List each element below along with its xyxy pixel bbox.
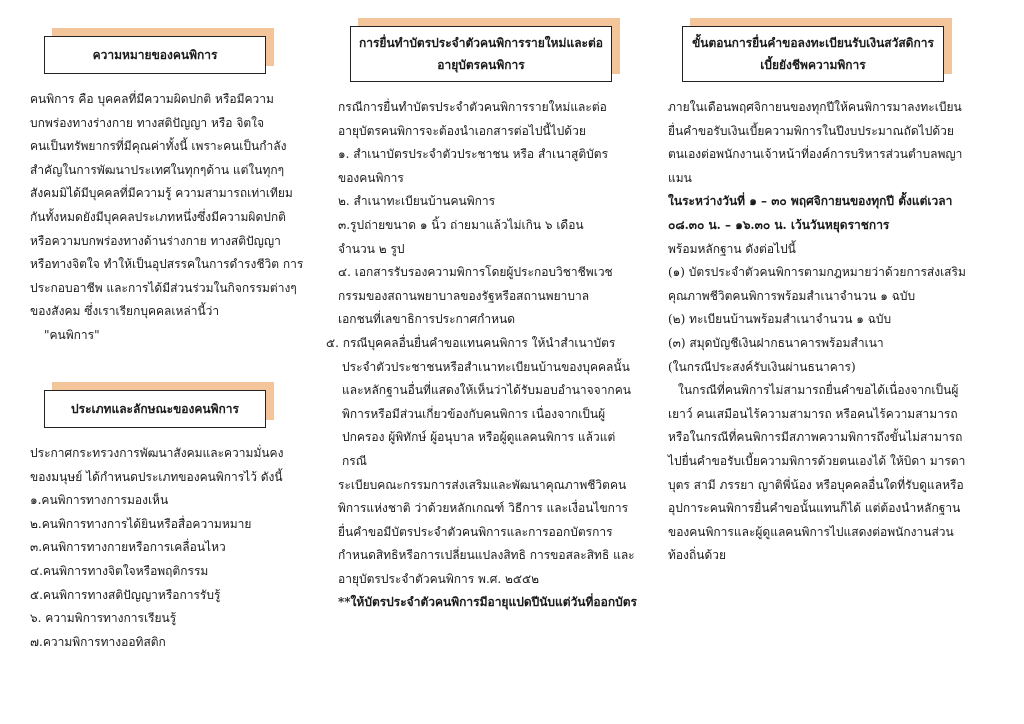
registration-period: ในระหว่างวันที่ ๑ – ๓๐ พฤศจิกายนของทุกปี ตั้งแต่เวลา ๐๘.๓๐ น. – ๑๖.๓๐ น. เว้นวันหยุดราชการ bbox=[668, 194, 953, 232]
evidence-item: (๓) สมุดบัญชีเงินฝากธนาคารพร้อมสำเนา bbox=[668, 335, 884, 350]
type-item: ๑.คนพิการทางการมองเห็น bbox=[30, 493, 169, 508]
type-item: ๔.คนพิการทางจิตใจหรือพฤติกรรม bbox=[30, 563, 209, 578]
requirement-line: ๑. สำเนาบัตรประจำตัวประชาชน หรือ สำเนาสูติบัตร bbox=[338, 147, 609, 162]
evidence-intro: พร้อมหลักฐาน ดังต่อไปนี้ bbox=[668, 241, 796, 256]
column-card-application bbox=[326, 0, 638, 724]
requirement-line: ๔. เอกสารรับรองความพิการโดยผู้ประกอบวิชาชีพเวช bbox=[338, 265, 613, 280]
type-item: ๗.ความพิการทางออทิสติก bbox=[30, 634, 166, 649]
heading-box-card bbox=[350, 26, 612, 82]
types-intro-line: ประกาศกระทรวงการพัฒนาสังคมและความมั่นคง bbox=[30, 446, 284, 460]
heading-box-types bbox=[44, 390, 266, 428]
definition-line: บกพร่องทางร่างกาย ทางสติปัญญา หรือ จิตใจ bbox=[30, 115, 265, 130]
definition-line: ของสังคม ซึ่งเราเรียกบุคคลเหล่านี้ว่า bbox=[30, 304, 220, 319]
requirement-line: ๒. สำเนาทะเบียนบ้านคนพิการ bbox=[338, 194, 496, 209]
regulation-text: ระเบียบคณะกรรมการส่งเสริมและพัฒนาคุณภาพชีวิตคนพิการแห่งชาติ ว่าด้วยหลักเกณฑ์ วิธีการ และเงื่อนไขการยื่นคำขอมีบัตรประจำตัวคนพิการและการออกบัตรการกำหนดสิทธิหรือการเปลี่ยนแปลงสิทธิ การขอสละสิทธิ และอายุบัตรประจำตัวคนพิการ พ.ศ. ๒๕๕๒ bbox=[338, 477, 635, 586]
evidence-item: (ในกรณีประสงค์รับเงินผ่านธนาคาร) bbox=[668, 359, 856, 374]
requirement-line: ของคนพิการ bbox=[338, 170, 404, 185]
proxy-application-text: ในกรณีที่คนพิการไม่สามารถยื่นคำขอได้เนื่องจากเป็นผู้เยาว์ คนเสมือนไร้ความสามารถ หรือคนไร้ความสามารถ หรือในกรณีที่คนพิการมีสภาพความพิการถึงขั้นไม่สามารถไปยื่นคำขอรับเบี้ยความพิการด้วยตนเองได้ ให้บิดา มารดา บุตร สามี ภรรยา ญาติพี่น้อง หรือบุคคลอื่นใดที่รับดูแลหรืออุปการะคนพิการยื่นคำขอนั้นแทนก็ได้ แต่ต้องนำหลักฐานของคนพิการและผู้ดูแลคนพิการไปแสดงต่อพนักงานส่วนท้องถิ่นด้วย bbox=[668, 383, 966, 563]
definition-line: กันทั้งหมดยังมีบุคคลประเภทหนึ่งซึ่งมีความผิดปกติ bbox=[30, 209, 286, 224]
card-validity-note: **ให้บัตรประจำตัวคนพิการมีอายุแปดปีนับแต่วันที่ออกบัตร bbox=[338, 595, 637, 610]
requirement-line: กรณีการยื่นทำบัตรประจำตัวคนพิการรายใหม่และต่อ bbox=[338, 100, 607, 114]
type-item: ๒.คนพิการทางการได้ยินหรือสื่อความหมาย bbox=[30, 516, 252, 531]
heading-box-meaning bbox=[44, 36, 266, 74]
definition-line: หรือทางจิตใจ ทำให้เป็นอุปสรรคในการดำรงชีวิต การ bbox=[30, 257, 304, 272]
heading-box-allowance bbox=[682, 26, 944, 82]
evidence-item: (๑) บัตรประจำตัวคนพิการตามกฎหมายว่าด้วยการส่งเสริมคุณภาพชีวิตคนพิการพร้อมสำเนาจำนวน ๑ ฉบับ bbox=[668, 265, 966, 303]
definition-line: สังคมมิได้มีบุคคลที่มีความรู้ ความสามารถเท่าเทียม bbox=[30, 186, 293, 201]
definition-text bbox=[30, 88, 320, 348]
type-item: ๓.คนพิการทางกายหรือการเคลื่อนไหว bbox=[30, 540, 226, 555]
type-item: ๖. ความพิการทางการเรียนรู้ bbox=[30, 611, 177, 626]
requirement-line: ๓.รูปถ่ายขนาด ๑ นิ้ว ถ่ายมาแล้วไม่เกิน ๖ เดือน bbox=[338, 217, 584, 232]
allowance-intro: ภายในเดือนพฤศจิกายนของทุกปีให้คนพิการมาลงทะเบียนยื่นคำขอรับเงินเบี้ยความพิการในปีงบประมาณถัดไปด้วยตนเองต่อพนักงานเจ้าหน้าที่องค์การบริหารส่วนตำบลพญาแมน bbox=[668, 100, 963, 185]
requirement-line: จำนวน ๒ รูป bbox=[338, 241, 405, 256]
definition-term: "คนพิการ" bbox=[44, 327, 100, 342]
definition-line: คนพิการ คือ บุคคลที่มีความผิดปกติ หรือมีความ bbox=[30, 92, 274, 106]
type-item: ๕.คนพิการทางสติปัญญาหรือการรับรู้ bbox=[30, 587, 221, 602]
definition-line: หรือความบกพร่องทางด้านร่างกาย ทางสติปัญญา bbox=[30, 233, 281, 248]
evidence-item: (๒) ทะเบียนบ้านพร้อมสำเนาจำนวน ๑ ฉบับ bbox=[668, 312, 892, 327]
column-allowance-registration bbox=[668, 0, 968, 724]
definition-line: คนเป็นทรัพยากรที่มีคุณค่าทั้งนี้ เพราะคนเป็นกำลัง bbox=[30, 139, 287, 154]
definition-line: สำคัญในการพัฒนาประเทศในทุกๆด้าน แต่ในทุกๆ bbox=[30, 162, 285, 177]
definition-line: ประกอบอาชีพ และการได้มีส่วนร่วมในกิจกรรมต่างๆ bbox=[30, 280, 297, 295]
allowance-text bbox=[668, 96, 968, 568]
heading-meaning: ความหมายของคนพิการ bbox=[44, 36, 266, 74]
types-text bbox=[30, 442, 320, 654]
requirement-item-5: ๕. กรณีบุคคลอื่นยื่นคำขอแทนคนพิการ ให้นำสำเนาบัตรประจำตัวประชาชนหรือสำเนาทะเบียนบ้านของบุคคลนั้น และหลักฐานอื่นที่แสดงให้เห็นว่าได้รับมอบอำนาจจากคนพิการหรือมีส่วนเกี่ยวข้องกับคนพิการ เนื่องจากเป็นผู้ปกครอง ผู้พิทักษ์ ผู้อนุบาล หรือผู้ดูแลคนพิการ แล้วแต่กรณี bbox=[326, 335, 631, 468]
requirement-line: เอกชนที่เลขาธิการประกาศกำหนด bbox=[338, 312, 516, 327]
heading-card-application: การยื่นทำบัตรประจำตัวคนพิการรายใหม่และต่ออายุบัตรคนพิการ bbox=[350, 26, 612, 82]
card-requirements-text bbox=[326, 96, 638, 615]
heading-allowance-registration: ขั้นตอนการยื่นคำขอลงทะเบียนรับเงินสวัสดิการเบี้ยยังชีพความพิการ bbox=[682, 26, 944, 82]
heading-types: ประเภทและลักษณะของคนพิการ bbox=[44, 390, 266, 428]
requirement-line: อายุบัตรคนพิการจะต้องนำเอกสารต่อไปนี้ไปด้วย bbox=[338, 123, 586, 138]
requirement-line: กรรมของสถานพยาบาลของรัฐหรือสถานพยาบาล bbox=[338, 288, 590, 303]
types-intro-line: ของมนุษย์ ได้กำหนดประเภทของคนพิการไว้ ดังนี้ bbox=[30, 469, 283, 484]
column-disability-meaning bbox=[30, 0, 320, 724]
